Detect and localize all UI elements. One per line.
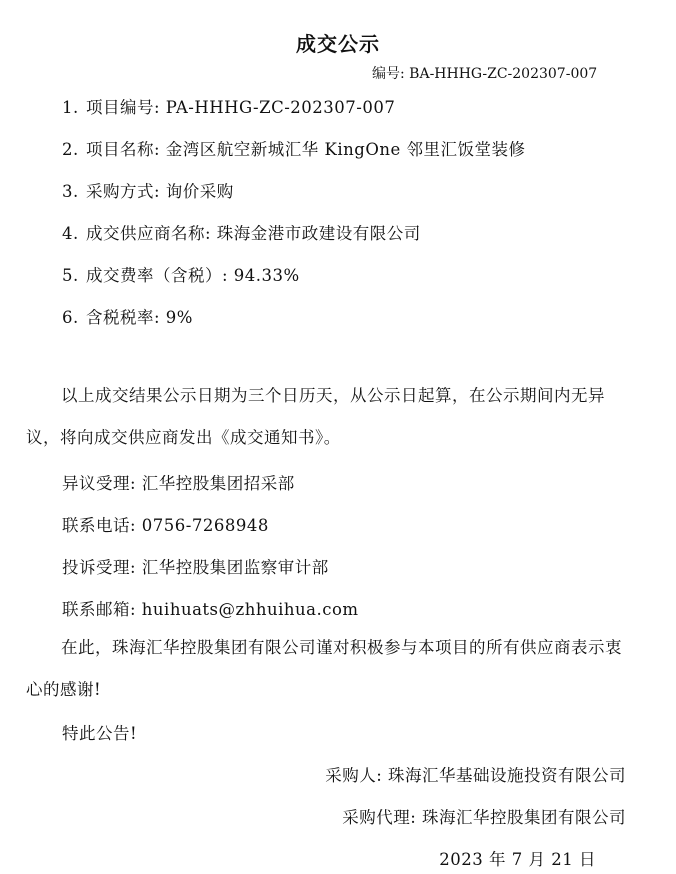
notice-paragraph: 以上成交结果公示日期为三个日历天，从公示日起算，在公示期间内无异议，将向成交供应商发出《成交通知书》。 xyxy=(26,386,605,447)
purchaser: 采购人: 珠海汇华基础设施投资有限公司 xyxy=(325,766,626,785)
document-title: 成交公示 xyxy=(296,32,380,56)
item-tax-rate xyxy=(62,304,193,328)
document-number: 编号: BA-HHHG-ZC-202307-007 xyxy=(372,66,598,82)
item-number: 5. xyxy=(62,266,79,285)
item-text: 含税税率: 9% xyxy=(86,308,193,327)
item-fee-rate xyxy=(62,262,300,286)
complaint-contact: 投诉受理: 汇华控股集团监察审计部 xyxy=(62,558,329,577)
closing-statement: 特此公告! xyxy=(62,724,138,743)
item-text: 成交供应商名称: 珠海金港市政建设有限公司 xyxy=(86,224,421,243)
objection-contact: 异议受理: 汇华控股集团招采部 xyxy=(62,474,295,493)
item-number: 6. xyxy=(62,308,79,327)
item-project-number xyxy=(62,94,395,118)
publish-date: 2023 年 7 月 21 日 xyxy=(439,850,596,869)
thanks-paragraph: 在此，珠海汇华控股集团有限公司谨对积极参与本项目的所有供应商表示衷心的感谢! xyxy=(26,638,622,699)
item-text: 采购方式: 询价采购 xyxy=(86,182,234,201)
procurement-agent: 采购代理: 珠海汇华控股集团有限公司 xyxy=(342,808,626,827)
email-contact: 联系邮箱: huihuats@zhhuihua.com xyxy=(62,600,359,619)
item-number: 3. xyxy=(62,182,79,201)
item-project-name xyxy=(62,136,526,160)
item-text: 项目名称: 金湾区航空新城汇华 KingOne 邻里汇饭堂装修 xyxy=(86,140,526,159)
item-number: 1. xyxy=(62,98,79,117)
item-text: 项目编号: PA-HHHG-ZC-202307-007 xyxy=(86,98,396,117)
item-number: 2. xyxy=(62,140,79,159)
item-winning-supplier xyxy=(62,220,421,244)
item-text: 成交费率（含税）: 94.33% xyxy=(86,266,300,285)
item-number: 4. xyxy=(62,224,79,243)
item-procurement-method xyxy=(62,178,234,202)
phone-contact: 联系电话: 0756-7268948 xyxy=(62,516,269,535)
